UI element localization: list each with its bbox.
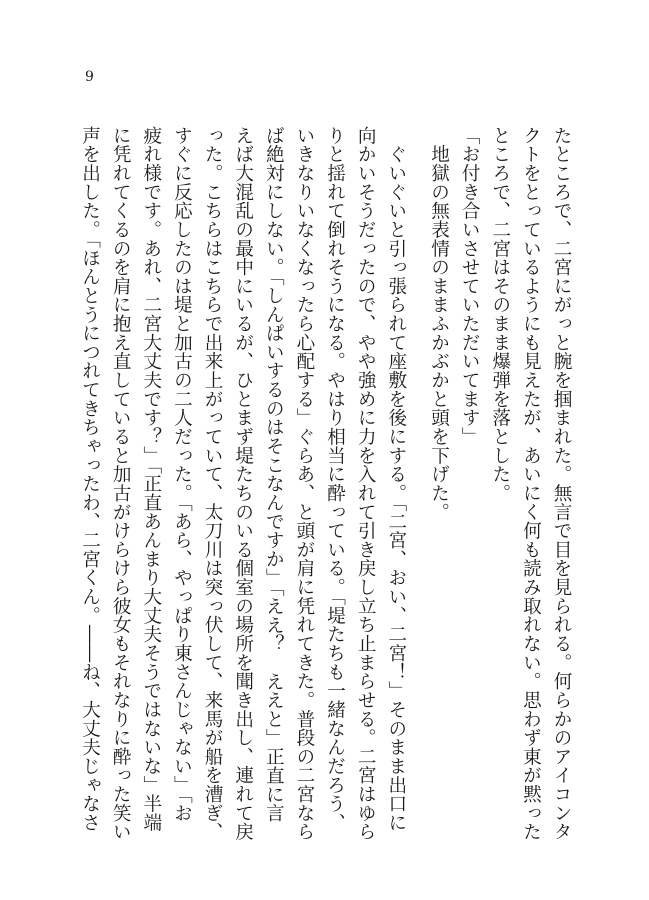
text-line: いきなりいなくなったら心配する」ぐらあ、と頭が肩に凭れてきた。普段の二宮なら [293,126,315,842]
text-line: えば大混乱の最中にいるが、ひとまず堤たちのいる個室の場所を聞き出し、連れて戻 [232,126,254,842]
text-line: に凭れてくるのを肩に抱え直していると加古がけらけら彼女もそれなりに酔った笑い [110,126,132,842]
text-line: たところで、二宮にがっと腕を掴まれた。無言で目を見られる。何らかのアイコンタ [551,126,572,842]
page-number: 9 [85,69,94,85]
text-line: 疲れ様です。あれ、二宮大丈夫です？」「正直あんまり大丈夫そうではないな」半端 [140,126,162,832]
text-line: すぐに反応したのは堤と加古の二人だった。「あら、やっぱり東さんじゃない」「お [171,126,193,823]
text-line: 「お付き合いさせていただいてます」 [459,126,481,446]
text-line: 向かいそうだったので、やや強めに力を入れて引き戻し立ち止まらせる。二宮はゆら [355,126,377,842]
text-line: りと揺れて倒れそうになる。やはり相当に酔っている。「堤たちも一緒なんだろう、 [324,126,346,832]
text-line: ぐいぐいと引っ張られて座敷を後にする。「二宮、おい、二宮！」そのまま出口に [385,126,407,832]
text-line: ところで、二宮はそのまま爆弾を落とした。 [489,126,511,503]
text-line: 地獄の無表情のままふかぶかと頭を下げた。 [428,126,450,522]
text-line: クトをとっているようにも見えたが、あいにく何も読み取れない。思わず東が黙った [520,126,542,842]
text-line: った。こちらはこちらで出来上がっていて、太刀川は突っ伏して、来馬が船を漕ぎ、 [202,126,224,842]
text-line: 声を出した。「ほんとうにつれてきちゃったわ、二宮くん。――ね、大丈夫じゃなさ [79,126,101,832]
text-line: ば絶対にしない。「しんぱいするのはそこなんですか」「ええ？ ええと」正直に言 [263,126,285,823]
body-text [79,126,572,842]
